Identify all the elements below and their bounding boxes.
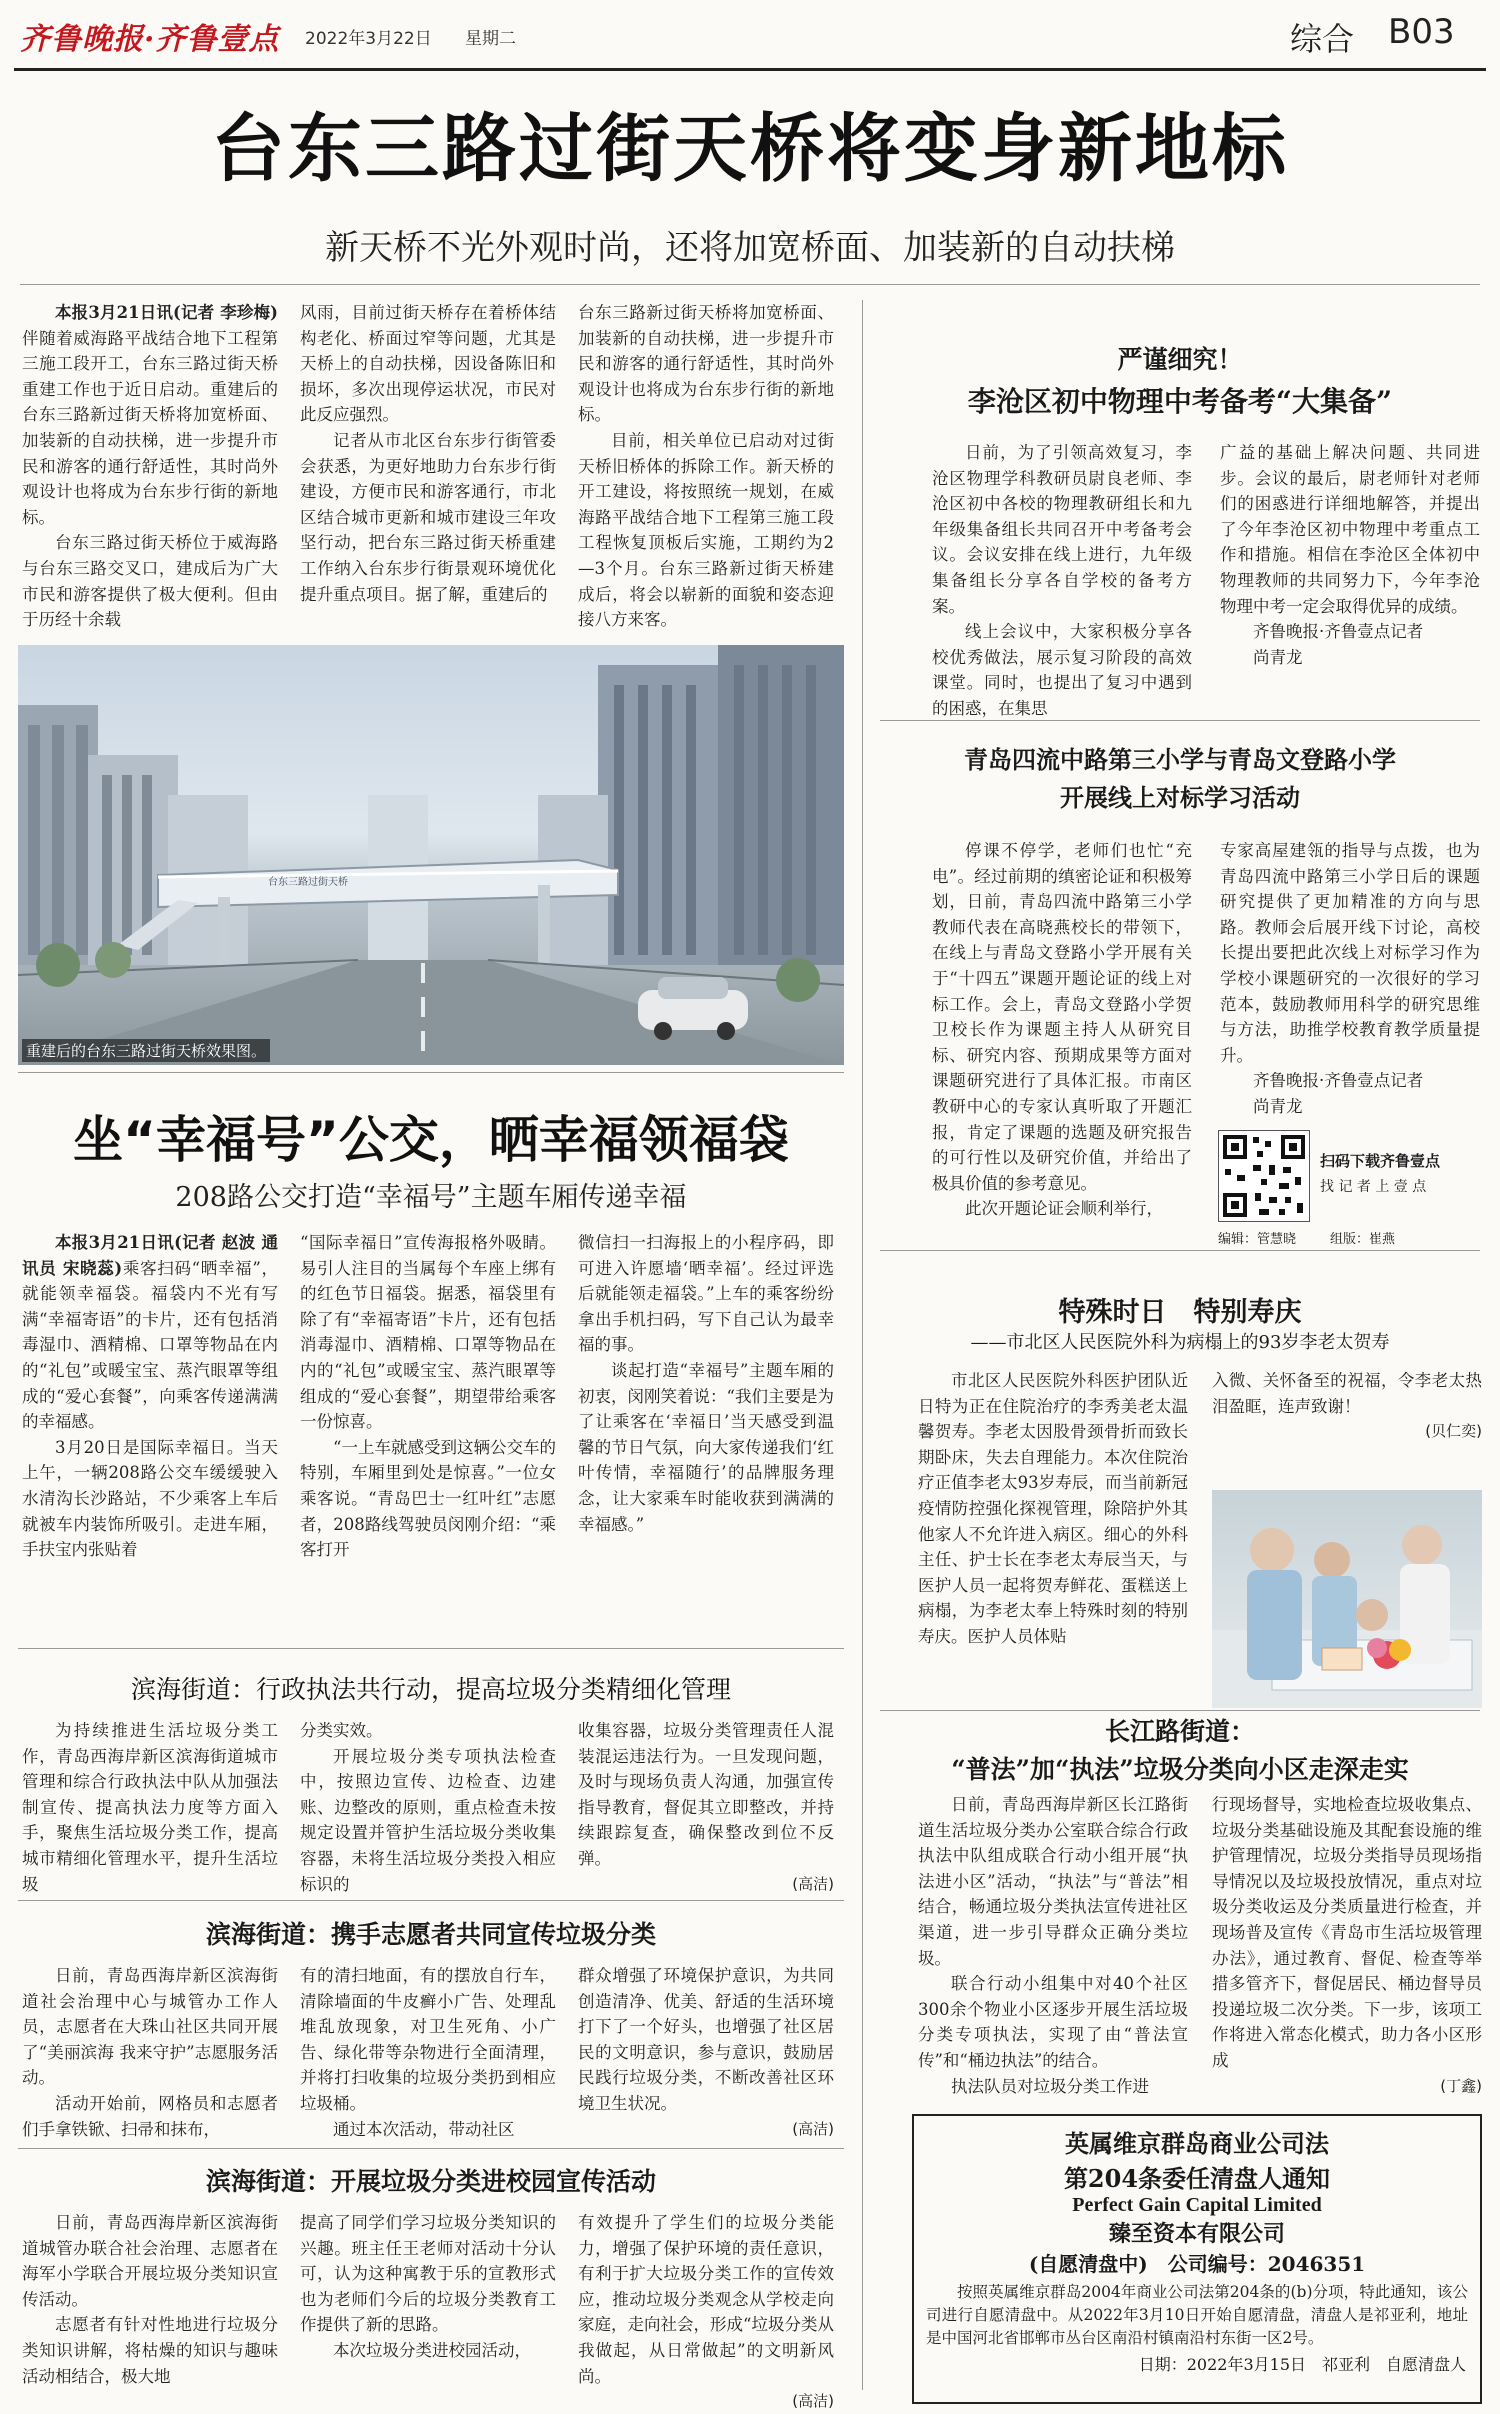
lead-column-1: 本报3月21日讯(记者 李珍梅)伴随着威海路平战结合地下工程第三施工段开工，台东三路过街天桥重建工作也于近日启动。重建后的台东三路新过街天桥将加宽桥面、加装新的自动扶梯，进一步提升市民和游客的通行舒适性，其时尚外观设计也将成为台东步行街的新地标。 台东三路过街天桥位于威海路与台东三路交叉口，建成后为广大市民和游客提供了极大便利。但由于历经十余载 xyxy=(22,303,278,630)
lead-subheadline: 新天桥不光外观时尚，还将加宽桥面、加装新的自动扶梯 xyxy=(325,228,1175,268)
hospital-bottom-rule xyxy=(880,1710,1480,1711)
physics-headline: 李沧区初中物理中考备考“大集备” xyxy=(967,385,1393,418)
physics-column-1: 日前，为了引领高效复习，李沧区物理学科教研员尉良老师、李沧区初中各校的物理教研组长和九年级集备组长共同召开中考备考会议。会议安排在线上进行，九年级集备组长分享各自学校的备考方案。 线上会议中，大家积极分享各校优秀做法，展示复习阶段的高效课堂。同时，也提出了复习中遇到的困惑，在集思 xyxy=(932,443,1192,718)
issue-weekday: 星期二 xyxy=(465,29,516,49)
hospital-kicker: 特殊时日 特别寿庆 xyxy=(1058,1297,1302,1328)
editor-credit: 编辑：管慧晓 xyxy=(1218,1232,1297,1247)
binhai2-headline: 滨海街道：携手志愿者共同宣传垃圾分类 xyxy=(205,1920,656,1949)
physics-column-2: 广益的基础上解决问题、共同进步。会议的最后，尉老师针对老师们的困惑进行详细地解答，并提出了今年李沧区初中物理中考重点工作和措施。相信在李沧区全体初中物理教师的共同努力下，今年李沧物理中考一定会取得优异的成绩。 齐鲁晚报·齐鲁壹点记者 尚青龙 xyxy=(1220,443,1480,667)
lead-column-3: 台东三路新过街天桥将加宽桥面、加装新的自动扶梯，进一步提升市民和游客的通行舒适性，其时尚外观设计也将成为台东步行街的新地标。 目前，相关单位已启动对过街天桥旧桥体的拆除工作。新天桥的开工建设，将按照统一规划，在威海路平战结合地下工程第三施工段工程恢复顶板后实施，工期约为2—3个月。台东三路新过街天桥建成后，将会以崭新的面貌和姿态迎接八方来客。 xyxy=(578,303,834,630)
masthead-rule xyxy=(14,68,1486,71)
column-divider xyxy=(862,300,863,2390)
binhai1-column-1: 为持续推进生活垃圾分类工作，青岛西海岸新区滨海街道城市管理和综合行政执法中队从加强法制宣传、提高执法力度等方面入手，聚焦生活垃圾分类工作，提高城市精细化管理水平，提升生活垃圾 xyxy=(22,1721,278,1894)
lead-sub-rule xyxy=(20,284,1480,285)
bus-column-1: 本报3月21日讯(记者 赵波 通讯员 宋晓蕊)乘客扫码“晒幸福”，就能领幸福袋。福袋内不光有写满“幸福寄语”的卡片，还有包括消毒湿巾、酒精棉、口罩等物品在内的“礼包”或暖宝宝、蒸汽眼罩等组成的“爱心套餐”，向乘客传递满满的幸福感。 3月20日是国际幸福日。当天上午，一辆208路公交车缓缓驶入水清沟长沙路站，不少乘客上车后就被车内装饰所吸引。走进车厢，手扶宝内张贴着 xyxy=(22,1233,278,1560)
lead-byline: 本报3月21日讯(记者 李珍梅) xyxy=(55,303,278,322)
changjiang-kicker: 长江路街道： xyxy=(1104,1717,1255,1746)
changjiang-column-2: 行现场督导，实地检查垃圾收集点、垃圾分类基础设施及其配套设施的维护管理情况，垃圾分类指导员现场指导情况以及垃圾投放情况，重点对垃圾分类收运及分类质量进行检查，并现场普及宣传《青岛市生活垃圾管理办法》，通过教育、督促、检查等举措多管齐下，督促居民、桶边督导员投递垃圾二次分类。下一步，该项工作将进入常态化模式，助力各小区形成 (丁鑫) xyxy=(1212,1792,1482,2099)
notice-company-cn: 臻至资本有限公司 xyxy=(1108,2221,1285,2247)
notice-company-line: (自愿清盘中) 公司编号：2046351 xyxy=(1028,2252,1366,2276)
notice-footer: 日期：2022年3月15日 祁亚利 自愿清盘人 xyxy=(1138,2355,1466,2374)
binhai2-bottom-rule xyxy=(18,2148,844,2149)
qr-code-icon xyxy=(1219,1131,1309,1221)
section-name: 综合 xyxy=(1290,20,1355,58)
binhai1-headline: 滨海街道：行政执法共行动，提高垃圾分类精细化管理 xyxy=(130,1675,731,1704)
bus-subheadline: 208路公交打造“幸福号”主题车厢传递幸福 xyxy=(175,1182,687,1213)
lead-headline: 台东三路过街天桥将变身新地标 xyxy=(211,106,1289,192)
qr-code[interactable] xyxy=(1218,1130,1310,1222)
photo-caption: 重建后的台东三路过街天桥效果图。 xyxy=(22,1039,270,1062)
hospital-column-1: 市北区人民医院外科医护团队近日特为正在住院治疗的李秀美老太温馨贺寿。李老太因股骨颈骨折而致长期卧床，失去自理能力。本次住院治疗正值李老太93岁寿辰，而当前新冠疫情防控强化探视管理，除陪护外其他家人不允许进入病区。细心的外科主任、护士长在李老太寿辰当天，与医护人员一起将贺寿鲜花、蛋糕送上病榻，为李老太奉上特殊时刻的特别寿庆。医护人员体贴 xyxy=(918,1371,1188,1646)
issue-date: 2022年3月22日 xyxy=(305,29,432,49)
notice-company-en: Perfect Gain Capital Limited xyxy=(1072,2194,1322,2216)
binhai2-column-1: 日前，青岛西海岸新区滨海街道社会治理中心与城管办工作人员，志愿者在大珠山社区共同开展了“美丽滨海 我来守护”志愿服务活动。 活动开始前，网格员和志愿者们手拿铁锨、扫帚和抹布， xyxy=(22,1966,278,2139)
binhai1-signature: (高洁) xyxy=(792,1874,834,1893)
changjiang-column-1: 日前，青岛西海岸新区长江路街道生活垃圾分类办公室联合综合行政执法中队组成联合行动小组开展“执法进小区”活动，“执法”与“普法”相结合，畅通垃圾分类执法宣传进社区渠道，进一步引导群众正确分类垃圾。 联合行动小组集中对40个社区300余个物业小区逐步开展生活垃圾分类专项执法，实现了由“普法宣传”和“桶边执法”的结合。 执法队员对垃圾分类工作进 xyxy=(918,1795,1188,2096)
lead-bottom-rule xyxy=(18,1072,844,1073)
lead-column-2: 风雨，目前过街天桥存在着桥体结构老化、桥面过窄等问题，尤其是天桥上的自动扶梯，因设备陈旧和损坏，多次出现停运状况，市民对此反应强烈。 记者从市北区台东步行街管委会获悉，为更好地助力台东步行街建设，方便市民和游客通行，市北区结合城市更新和城市建设三年攻坚行动，把台东三路过街天桥重建工作纳入台东步行街景观环境优化提升重点项目。据了解，重建后的 xyxy=(300,303,556,604)
binhai3-headline: 滨海街道：开展垃圾分类进校园宣传活动 xyxy=(205,2167,656,2196)
notice-title-1: 英属维京群岛商业公司法 xyxy=(1065,2129,1329,2158)
hospital-signature: (贝仁奕) xyxy=(1425,1422,1482,1441)
school-headline-line2: 开展线上对标学习活动 xyxy=(1060,783,1300,812)
notice-body: 按照英属维京群岛2004年商业公司法第204条的(b)分项，特此通知，该公司进行自愿清盘中。从2022年3月10日开始自愿清盘，清盘人是祁亚利，地址是中国河北省邯郸市丛台区南沿村镇南沿村东街一区2号。 xyxy=(926,2283,1468,2347)
changjiang-headline: “普法”加“执法”垃圾分类向小区走深走实 xyxy=(951,1755,1409,1784)
bus-column-2: “国际幸福日”宣传海报格外吸睛。易引人注目的当属每个车座上绑有的红色节日福袋。据悉，福袋里有除了有“幸福寄语”卡片，还有包括消毒湿巾、酒精棉、口罩等物品在内的“礼包”或暖宝宝、蒸汽眼罩等组成的“爱心套餐”，期望带给乘客一份惊喜。 “一上车就感受到这辆公交车的特别，车厢里到处是惊喜。”一位女乘客说。“青岛巴士一红叶红”志愿者，208路线驾驶员闵刚介绍：“乘客打开 xyxy=(300,1233,556,1560)
binhai1-column-2: 分类实效。 开展垃圾分类专项执法检查中，按照边宣传、边检查、边建账、边整改的原则，重点检查未按规定设置并管护生活垃圾分类收集容器，未将生活垃圾分类投入相应标识的 xyxy=(300,1721,556,1894)
binhai3-column-2: 提高了同学们学习垃圾分类知识的兴趣。班主任王老师对活动十分认可，认为这种寓教于乐的宣教形式也为老师们今后的垃圾分类教育工作提供了新的思路。 本次垃圾分类进校园活动， xyxy=(300,2213,556,2360)
school-column-1: 停课不停学，老师们也忙“充电”。经过前期的缜密论证和积极筹划，日前，青岛四流中路第三小学教师代表在高晓燕校长的带领下，在线上与青岛文登路小学开展有关于“十四五”课题开题论证的线上对标工作。会上，青岛文登路小学贺卫校长作为课题主持人从研究目标、研究内容、预期成果等方面对课题研究进行了具体汇报。市南区教研中心的专家认真听取了开题汇报，肯定了课题的选题及研究报告的可行性以及研究价值，并给出了极具价值的参考意见。 此次开题论证会顺利举行， xyxy=(932,841,1192,1219)
school-column-2: 专家高屋建瓴的指导与点拨，也为青岛四流中路第三小学日后的课题研究提供了更加精准的方向与思路。教师会后展开线下讨论，高校长提出要把此次线上对标学习作为学校小课题研究的一次很好的学习范本，鼓励教师用科学的研究思维与方法，助推学校教育教学质量提升。 齐鲁晚报·齐鲁壹点记者 尚青龙 xyxy=(1220,841,1480,1116)
binhai2-column-2: 有的清扫地面，有的摆放自行车，清除墙面的牛皮癣小广告、处理乱堆乱放现象，对卫生死角、小广告、绿化带等杂物进行全面清理，并将打扫收集的垃圾分类扔到相应垃圾桶。 通过本次活动，带动社区 xyxy=(300,1966,556,2139)
layout-credit: 组版：崔燕 xyxy=(1330,1232,1396,1247)
notice-title-2: 第204条委任清盘人通知 xyxy=(1063,2164,1331,2193)
page-number: B03 xyxy=(1388,12,1455,52)
binhai1-bottom-rule xyxy=(18,1900,844,1901)
binhai1-column-3: 收集容器，垃圾分类管理责任人混装混运违法行为。一旦发现问题，及时与现场负责人沟通，加强宣传指导教育，督促其立即整改，并持续跟踪复查，确保整改到位不反弹。 (高洁) xyxy=(578,1718,834,1897)
bus-headline: 坐“幸福号”公交，晒幸福领福袋 xyxy=(73,1111,789,1169)
bus-byline: 本报3月21日讯(记者 赵波 通讯员 宋晓蕊) xyxy=(22,1233,278,1278)
hospital-photo xyxy=(1212,1490,1482,1708)
physics-bottom-rule xyxy=(880,720,1480,721)
bridge-sign: 台东三路过街天桥 xyxy=(268,877,348,888)
binhai3-column-1: 日前，青岛西海岸新区滨海街道城管办联合社会治理、志愿者在海军小学联合开展垃圾分类知识宣传活动。 志愿者有针对性地进行垃圾分类知识讲解，将枯燥的知识与趣味活动相结合，极大地 xyxy=(22,2213,278,2386)
hospital-subtitle: ——市北区人民医院外科为病榻上的93岁李老太贺寿 xyxy=(970,1332,1390,1353)
binhai2-signature: (高洁) xyxy=(792,2119,834,2138)
newspaper-logo: 齐鲁晚报·齐鲁壹点 xyxy=(20,22,280,57)
bus-bottom-rule xyxy=(18,1648,844,1649)
binhai2-column-3: 群众增强了环境保护意识，为共同创造清净、优美、舒适的生活环境打下了一个好头，也增强了社区居民的文明意识，参与意识，鼓励居民践行垃圾分类，不断改善社区环境卫生状况。 (高洁) xyxy=(578,1963,834,2142)
physics-kicker: 严谨细究！ xyxy=(1117,345,1243,374)
masthead xyxy=(0,0,1500,70)
bus-column-3: 微信扫一扫海报上的小程序码，即可进入许愿墙‘晒幸福’。经过评选后就能领走福袋。”上车的乘客纷纷拿出手机扫码，写下自己认为最幸福的事。 谈起打造“幸福号”主题车厢的初衷，闵刚笑着说：“我们主要是为了让乘客在‘幸福日’当天感受到温馨的节日气氛，向大家传递我们‘红叶传情，幸福随行’的品牌服务理念，让大家乘车时能收获到满满的幸福感。” xyxy=(578,1233,834,1534)
hospital-column-2: 入微、关怀备至的祝福，令李老太热泪盈眶，连声致谢！ (贝仁奕) xyxy=(1212,1368,1482,1445)
bridge-illustration xyxy=(18,645,844,1065)
qr-label-1: 扫码下载齐鲁壹点 xyxy=(1320,1152,1441,1170)
liquidation-notice xyxy=(912,2114,1482,2404)
school-bottom-rule xyxy=(880,1250,1480,1251)
binhai3-column-3: 有效提升了学生们的垃圾分类能力，增强了保护环境的责任意识，有利于扩大垃圾分类工作的宣传效应，推动垃圾分类观念从学校走向家庭，走向社会，形成“垃圾分类从我做起，从日常做起”的文明新风尚。 (高洁) xyxy=(578,2210,834,2414)
school-headline-line1: 青岛四流中路第三小学与青岛文登路小学 xyxy=(964,745,1396,774)
changjiang-signature: (丁鑫) xyxy=(1440,2076,1482,2095)
birthday-scene-illustration xyxy=(1212,1490,1482,1708)
binhai3-signature: (高洁) xyxy=(792,2392,834,2411)
qr-label-2: 找 记 者 上 壹 点 xyxy=(1320,1179,1427,1195)
bridge-rendering-photo xyxy=(18,645,844,1065)
